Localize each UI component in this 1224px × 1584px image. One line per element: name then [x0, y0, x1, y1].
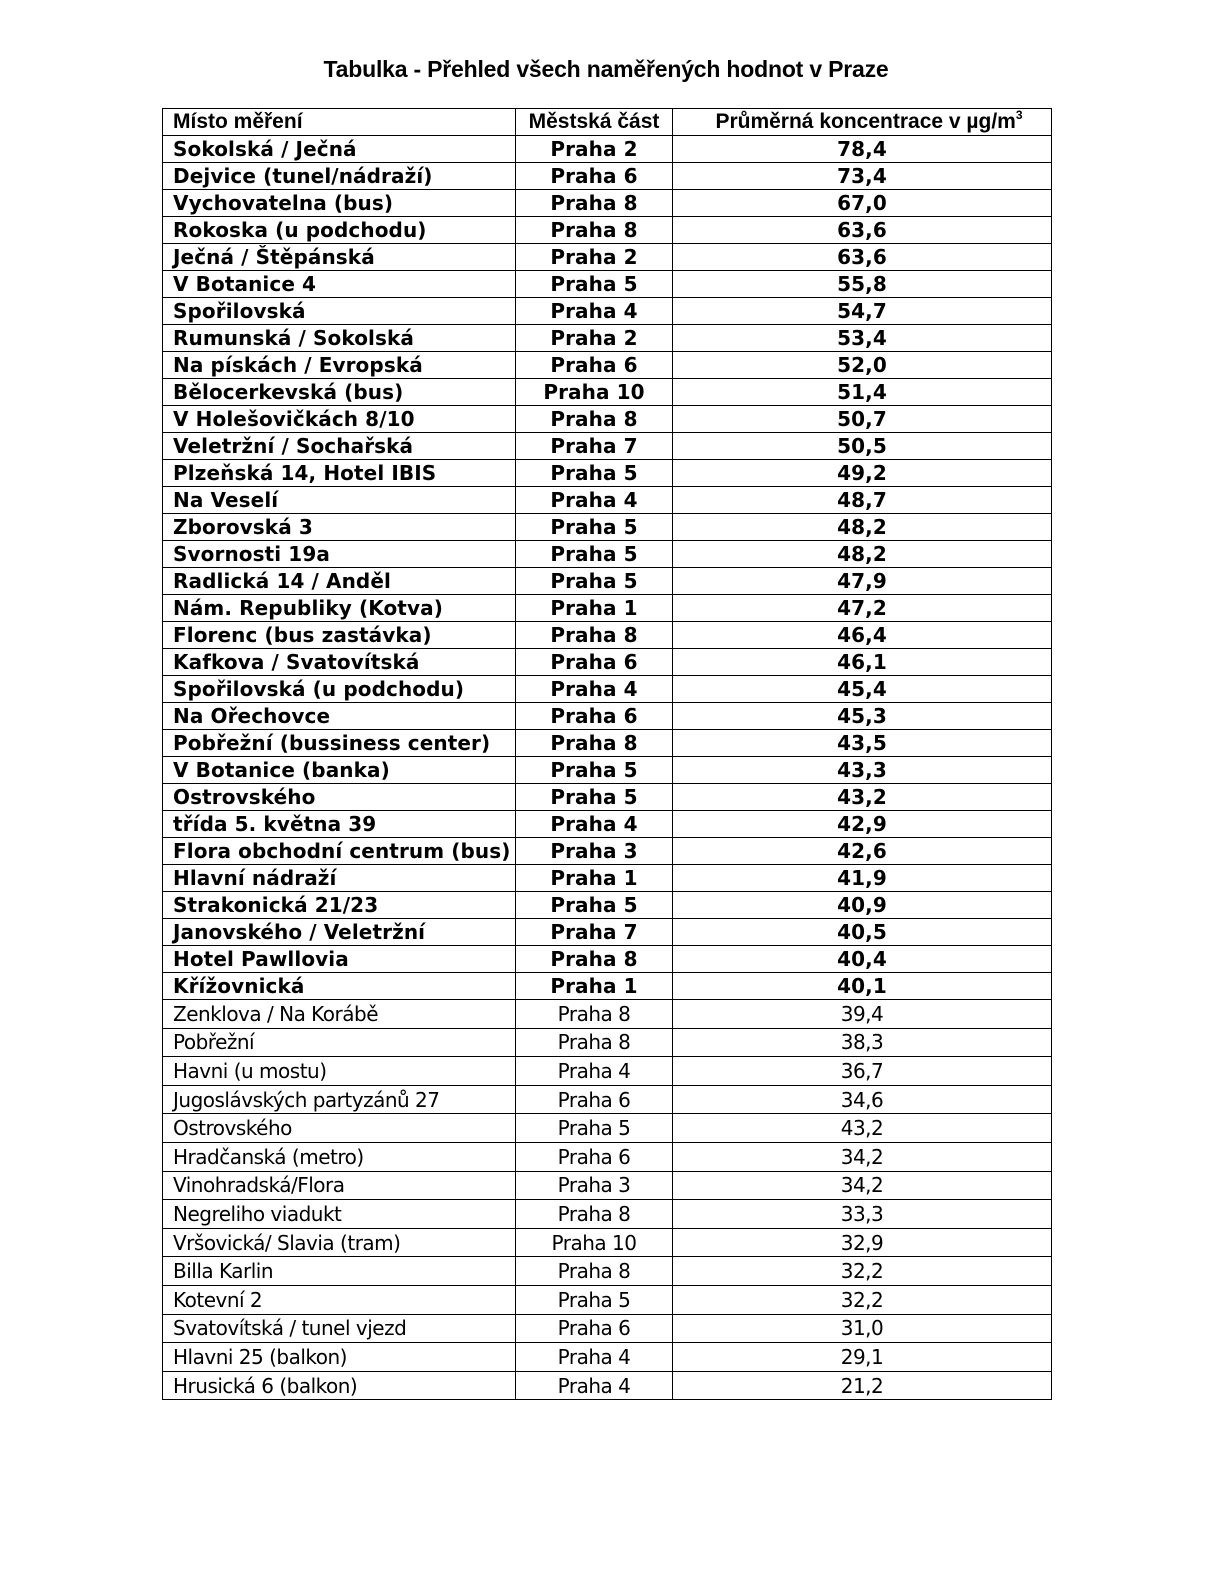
- cell-district: Praha 1: [516, 973, 673, 1000]
- cell-value: 47,2: [673, 595, 1052, 622]
- cell-place: Vršovická/ Slavia (tram): [163, 1228, 516, 1257]
- measurement-table: [162, 108, 1052, 1400]
- table-row: [163, 919, 1052, 946]
- cell-district: Praha 1: [516, 865, 673, 892]
- table-row: [163, 217, 1052, 244]
- table-row: [163, 1371, 1052, 1400]
- cell-value: 34,2: [673, 1142, 1052, 1171]
- cell-district: Praha 8: [516, 622, 673, 649]
- table-row: [163, 1200, 1052, 1229]
- cell-district: Praha 1: [516, 595, 673, 622]
- table-row: [163, 244, 1052, 271]
- cell-value: 40,1: [673, 973, 1052, 1000]
- cell-place: Pobřežní (bussiness center): [163, 730, 516, 757]
- cell-district: Praha 5: [516, 892, 673, 919]
- cell-value: 45,4: [673, 676, 1052, 703]
- cell-value: 34,2: [673, 1171, 1052, 1200]
- cell-value: 54,7: [673, 298, 1052, 325]
- table-row: [163, 730, 1052, 757]
- cell-place: Rokoska (u podchodu): [163, 217, 516, 244]
- cell-value: 51,4: [673, 379, 1052, 406]
- cell-district: Praha 6: [516, 163, 673, 190]
- table-row: [163, 190, 1052, 217]
- cell-district: Praha 7: [516, 433, 673, 460]
- cell-place: Negreliho viadukt: [163, 1200, 516, 1229]
- table-header-row: [163, 109, 1052, 136]
- cell-district: Praha 6: [516, 1142, 673, 1171]
- cell-district: Praha 8: [516, 1000, 673, 1029]
- cell-district: Praha 8: [516, 946, 673, 973]
- cell-value: 39,4: [673, 1000, 1052, 1029]
- cell-place: Ostrovského: [163, 1114, 516, 1143]
- cell-value: 29,1: [673, 1343, 1052, 1372]
- table-row: [163, 1028, 1052, 1057]
- column-header-district: Městská část: [516, 109, 673, 136]
- cell-place: Florenc (bus zastávka): [163, 622, 516, 649]
- cell-value: 46,1: [673, 649, 1052, 676]
- cell-district: Praha 8: [516, 1200, 673, 1229]
- cell-value: 42,6: [673, 838, 1052, 865]
- cell-district: Praha 5: [516, 541, 673, 568]
- table-row: [163, 946, 1052, 973]
- table-row: [163, 1114, 1052, 1143]
- cell-district: Praha 4: [516, 811, 673, 838]
- cell-district: Praha 4: [516, 298, 673, 325]
- table-row: [163, 1257, 1052, 1286]
- table-row: [163, 1142, 1052, 1171]
- unit-exponent: 3: [1015, 108, 1023, 122]
- cell-place: Na Ořechovce: [163, 703, 516, 730]
- cell-place: Pobřežní: [163, 1028, 516, 1057]
- cell-district: Praha 6: [516, 1085, 673, 1114]
- cell-district: Praha 2: [516, 136, 673, 163]
- cell-place: Na Veselí: [163, 487, 516, 514]
- table-row: [163, 865, 1052, 892]
- cell-value: 38,3: [673, 1028, 1052, 1057]
- cell-value: 63,6: [673, 217, 1052, 244]
- cell-value: 53,4: [673, 325, 1052, 352]
- cell-district: Praha 4: [516, 676, 673, 703]
- cell-value: 40,4: [673, 946, 1052, 973]
- table-row: [163, 1228, 1052, 1257]
- cell-place: Hrusická 6 (balkon): [163, 1371, 516, 1400]
- cell-place: Spořilovská: [163, 298, 516, 325]
- cell-district: Praha 7: [516, 919, 673, 946]
- column-header-value: [673, 109, 1052, 136]
- cell-place: Spořilovská (u podchodu): [163, 676, 516, 703]
- cell-value: 34,6: [673, 1085, 1052, 1114]
- cell-place: Hradčanská (metro): [163, 1142, 516, 1171]
- cell-value: 43,5: [673, 730, 1052, 757]
- cell-value: 78,4: [673, 136, 1052, 163]
- table-row: [163, 433, 1052, 460]
- cell-value: 32,2: [673, 1257, 1052, 1286]
- cell-value: 43,2: [673, 1114, 1052, 1143]
- cell-place: Janovského / Veletržní: [163, 919, 516, 946]
- cell-value: 43,3: [673, 757, 1052, 784]
- cell-district: Praha 5: [516, 1114, 673, 1143]
- cell-place: Radlická 14 / Anděl: [163, 568, 516, 595]
- cell-value: 50,7: [673, 406, 1052, 433]
- cell-district: Praha 5: [516, 271, 673, 298]
- cell-district: Praha 5: [516, 514, 673, 541]
- cell-value: 63,6: [673, 244, 1052, 271]
- table-row: [163, 136, 1052, 163]
- cell-district: Praha 5: [516, 757, 673, 784]
- cell-district: Praha 6: [516, 649, 673, 676]
- cell-value: 41,9: [673, 865, 1052, 892]
- cell-district: Praha 8: [516, 1028, 673, 1057]
- cell-place: Hlavní nádraží: [163, 865, 516, 892]
- cell-district: Praha 6: [516, 703, 673, 730]
- cell-place: Rumunská / Sokolská: [163, 325, 516, 352]
- cell-district: Praha 8: [516, 406, 673, 433]
- column-header-value-text: Průměrná koncentrace v µg/m: [715, 110, 1016, 133]
- cell-value: 43,2: [673, 784, 1052, 811]
- cell-place: Hlavni 25 (balkon): [163, 1343, 516, 1372]
- cell-district: Praha 5: [516, 568, 673, 595]
- cell-place: Zborovská 3: [163, 514, 516, 541]
- table-row: [163, 1171, 1052, 1200]
- cell-value: 36,7: [673, 1057, 1052, 1086]
- cell-place: Nám. Republiky (Kotva): [163, 595, 516, 622]
- cell-district: Praha 3: [516, 1171, 673, 1200]
- cell-value: 21,2: [673, 1371, 1052, 1400]
- cell-place: V Botanice (banka): [163, 757, 516, 784]
- cell-value: 48,2: [673, 541, 1052, 568]
- cell-place: Svatovítská / tunel vjezd: [163, 1314, 516, 1343]
- table-row: [163, 298, 1052, 325]
- cell-district: Praha 3: [516, 838, 673, 865]
- cell-district: Praha 8: [516, 217, 673, 244]
- cell-district: Praha 5: [516, 460, 673, 487]
- cell-place: Ostrovského: [163, 784, 516, 811]
- table-row: [163, 568, 1052, 595]
- cell-district: Praha 4: [516, 1057, 673, 1086]
- cell-value: 48,7: [673, 487, 1052, 514]
- cell-value: 32,2: [673, 1285, 1052, 1314]
- cell-district: Praha 10: [516, 1228, 673, 1257]
- cell-place: Zenklova / Na Korábě: [163, 1000, 516, 1029]
- table-row: [163, 379, 1052, 406]
- table-row: [163, 406, 1052, 433]
- cell-district: Praha 4: [516, 487, 673, 514]
- cell-value: 47,9: [673, 568, 1052, 595]
- cell-district: Praha 2: [516, 244, 673, 271]
- cell-value: 42,9: [673, 811, 1052, 838]
- table-row: [163, 1057, 1052, 1086]
- cell-place: Strakonická 21/23: [163, 892, 516, 919]
- cell-value: 32,9: [673, 1228, 1052, 1257]
- cell-place: V Holešovičkách 8/10: [163, 406, 516, 433]
- cell-value: 67,0: [673, 190, 1052, 217]
- cell-place: Flora obchodní centrum (bus): [163, 838, 516, 865]
- cell-place: Kafkova / Svatovítská: [163, 649, 516, 676]
- cell-district: Praha 4: [516, 1343, 673, 1372]
- table-row: [163, 1314, 1052, 1343]
- table-row: [163, 352, 1052, 379]
- cell-value: 50,5: [673, 433, 1052, 460]
- table-row: [163, 595, 1052, 622]
- cell-place: Havni (u mostu): [163, 1057, 516, 1086]
- table-row: [163, 1000, 1052, 1029]
- table-row: [163, 973, 1052, 1000]
- cell-value: 52,0: [673, 352, 1052, 379]
- cell-place: Křížovnická: [163, 973, 516, 1000]
- cell-place: Bělocerkevská (bus): [163, 379, 516, 406]
- table-row: [163, 649, 1052, 676]
- table-row: [163, 487, 1052, 514]
- table-row: [163, 622, 1052, 649]
- table-row: [163, 325, 1052, 352]
- cell-value: 40,9: [673, 892, 1052, 919]
- cell-district: Praha 2: [516, 325, 673, 352]
- cell-value: 33,3: [673, 1200, 1052, 1229]
- cell-place: Sokolská / Ječná: [163, 136, 516, 163]
- table-row: [163, 1285, 1052, 1314]
- page-title: Tabulka - Přehled všech naměřených hodnot v Praze: [323, 56, 889, 82]
- cell-value: 31,0: [673, 1314, 1052, 1343]
- cell-value: 40,5: [673, 919, 1052, 946]
- table-row: [163, 1343, 1052, 1372]
- table-row: [163, 757, 1052, 784]
- cell-place: Svornosti 19a: [163, 541, 516, 568]
- table-row: [163, 460, 1052, 487]
- cell-place: Billa Karlin: [163, 1257, 516, 1286]
- cell-value: 45,3: [673, 703, 1052, 730]
- cell-place: V Botanice 4: [163, 271, 516, 298]
- table-row: [163, 811, 1052, 838]
- cell-place: Vinohradská/Flora: [163, 1171, 516, 1200]
- cell-district: Praha 6: [516, 352, 673, 379]
- cell-value: 55,8: [673, 271, 1052, 298]
- cell-district: Praha 8: [516, 190, 673, 217]
- cell-district: Praha 5: [516, 1285, 673, 1314]
- cell-place: Jugoslávských partyzánů 27: [163, 1085, 516, 1114]
- cell-place: Hotel Pawllovia: [163, 946, 516, 973]
- cell-place: třída 5. května 39: [163, 811, 516, 838]
- table-body: [163, 136, 1052, 1400]
- table-row: [163, 541, 1052, 568]
- table-row: [163, 271, 1052, 298]
- cell-district: Praha 6: [516, 1314, 673, 1343]
- cell-place: Kotevní 2: [163, 1285, 516, 1314]
- cell-value: 48,2: [673, 514, 1052, 541]
- table-row: [163, 838, 1052, 865]
- table-row: [163, 514, 1052, 541]
- cell-district: Praha 5: [516, 784, 673, 811]
- table-row: [163, 1085, 1052, 1114]
- table-row: [163, 163, 1052, 190]
- cell-district: Praha 8: [516, 1257, 673, 1286]
- cell-district: Praha 10: [516, 379, 673, 406]
- cell-place: Vychovatelna (bus): [163, 190, 516, 217]
- table-row: [163, 676, 1052, 703]
- cell-place: Ječná / Štěpánská: [163, 244, 516, 271]
- table-row: [163, 892, 1052, 919]
- column-header-place: Místo měření: [163, 109, 516, 136]
- cell-district: Praha 8: [516, 730, 673, 757]
- table-row: [163, 703, 1052, 730]
- cell-value: 49,2: [673, 460, 1052, 487]
- cell-value: 46,4: [673, 622, 1052, 649]
- cell-district: Praha 4: [516, 1371, 673, 1400]
- cell-place: Dejvice (tunel/nádraží): [163, 163, 516, 190]
- cell-value: 73,4: [673, 163, 1052, 190]
- cell-place: Na pískách / Evropská: [163, 352, 516, 379]
- table-row: [163, 784, 1052, 811]
- cell-place: Plzeňská 14, Hotel IBIS: [163, 460, 516, 487]
- cell-place: Veletržní / Sochařská: [163, 433, 516, 460]
